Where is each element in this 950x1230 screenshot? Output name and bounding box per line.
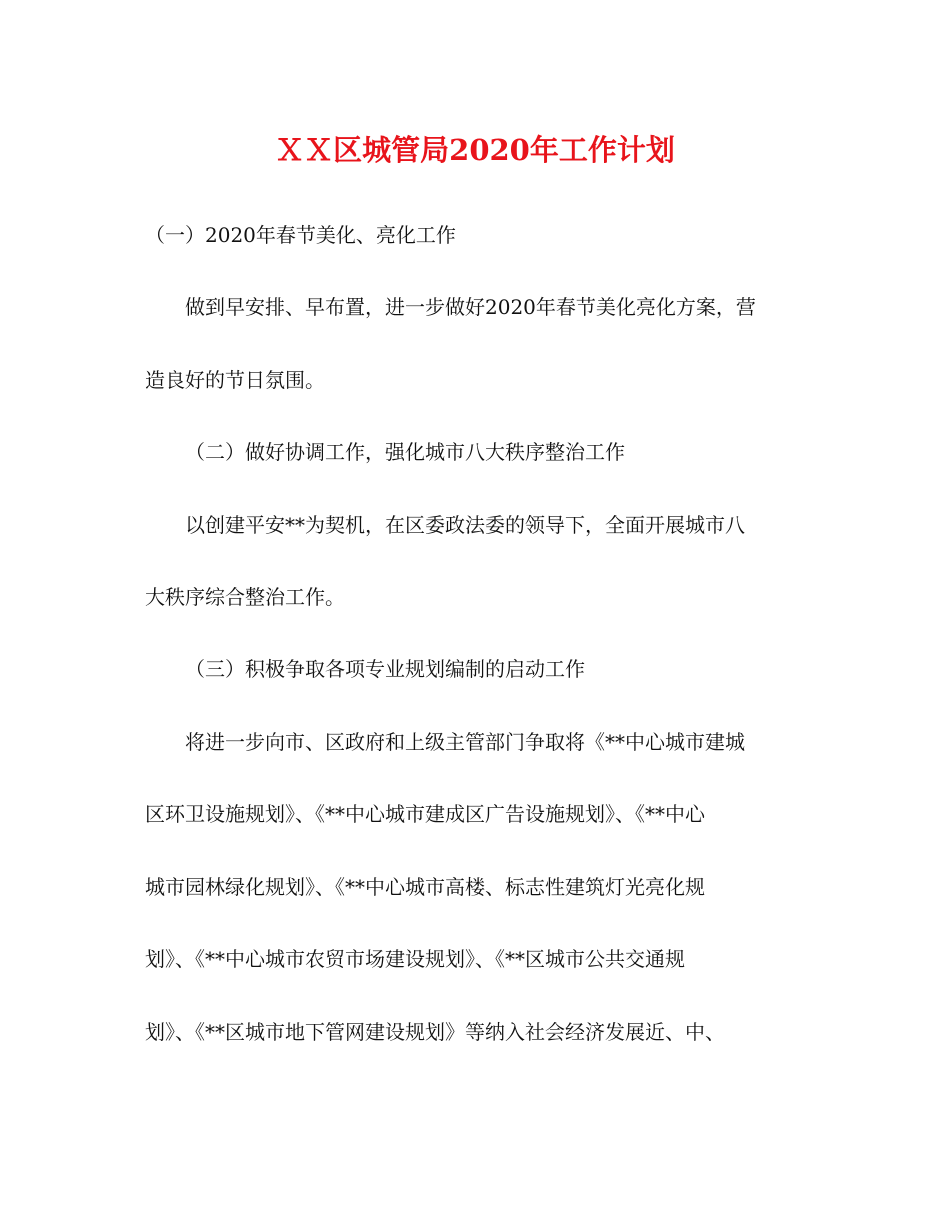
section-heading-3: （三）积极争取各项专业规划编制的启动工作 <box>185 657 585 681</box>
paragraph-line: 划》、《**中心城市农贸市场建设规划》、《**区城市公共交通规 <box>145 947 685 971</box>
document-title: ＸＸ区城管局2020年工作计划 <box>275 133 675 167</box>
paragraph-line: 划》、《**区城市地下管网建设规划》等纳入社会经济发展近、中、 <box>145 1020 725 1044</box>
paragraph-line: 造良好的节日氛围。 <box>145 368 325 392</box>
paragraph-line: 以创建平安**为契机，在区委政法委的领导下，全面开展城市八 <box>185 513 745 537</box>
section-heading-2: （二）做好协调工作，强化城市八大秩序整治工作 <box>185 440 625 464</box>
paragraph-line: 城市园林绿化规划》、《**中心城市高楼、标志性建筑灯光亮化规 <box>145 875 705 899</box>
paragraph-line: 大秩序综合整治工作。 <box>145 585 345 609</box>
paragraph-line: 做到早安排、早布置，进一步做好2020年春节美化亮化方案，营 <box>185 295 756 319</box>
paragraph-line: 区环卫设施规划》、《**中心城市建成区广告设施规划》、《**中心 <box>145 802 705 826</box>
section-heading-1: （一）2020年春节美化、亮化工作 <box>145 223 456 247</box>
paragraph-line: 将进一步向市、区政府和上级主管部门争取将《**中心城市建城 <box>185 730 745 754</box>
